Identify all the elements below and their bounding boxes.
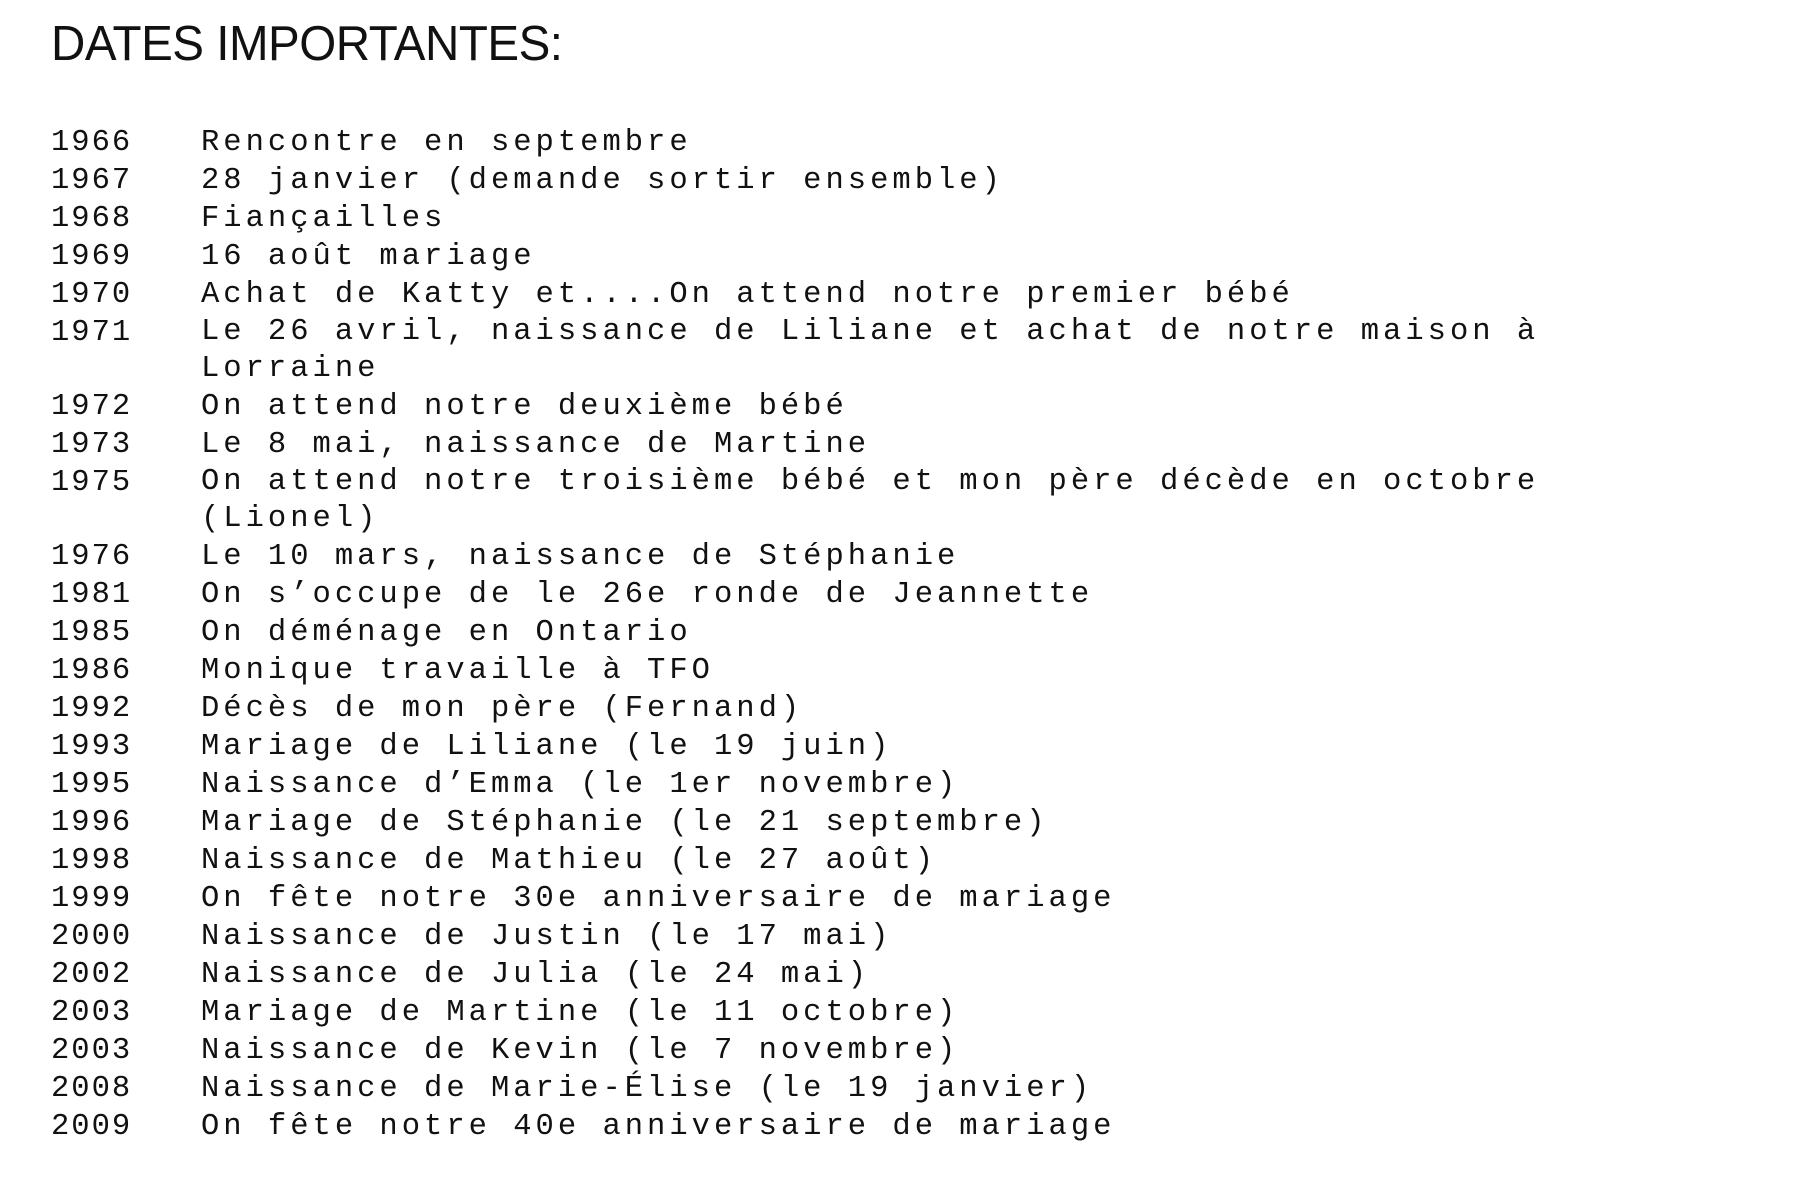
- timeline-entry: [51, 162, 1771, 200]
- entry-year: 1992: [51, 692, 133, 726]
- timeline-entry: [51, 766, 1771, 804]
- entry-event: Rencontre en septembre: [201, 126, 692, 160]
- entry-event: On déménage en Ontario: [201, 616, 692, 650]
- entry-year: 1970: [51, 278, 133, 312]
- entry-event: 28 janvier (demande sortir ensemble): [201, 164, 1004, 198]
- entry-event: Mariage de Liliane (le 19 juin): [201, 730, 893, 764]
- timeline-entry: [51, 464, 1771, 538]
- entry-year: 1975: [51, 466, 133, 500]
- entry-year: 2002: [51, 958, 133, 992]
- entry-year: 1986: [51, 654, 133, 688]
- entry-event: Naissance d’Emma (le 1er novembre): [201, 768, 960, 802]
- entry-event: On fête notre 40e anniversaire de mariage: [201, 1110, 1116, 1144]
- timeline-entry: [51, 994, 1771, 1032]
- entry-event: Achat de Katty et....On attend notre premier bébé: [201, 278, 1294, 312]
- entry-year: 1973: [51, 428, 133, 462]
- entry-event: On s’occupe de le 26e ronde de Jeannette: [201, 578, 1094, 612]
- timeline-entry: [51, 842, 1771, 880]
- entry-event: Naissance de Kevin (le 7 novembre): [201, 1034, 960, 1068]
- entry-year: 1972: [51, 390, 133, 424]
- timeline-entry: [51, 728, 1771, 766]
- timeline-entry: [51, 804, 1771, 842]
- entry-year: 1998: [51, 844, 133, 878]
- entry-event: Le 10 mars, naissance de Stéphanie: [201, 540, 960, 574]
- timeline-entry: [51, 576, 1771, 614]
- entry-year: 1985: [51, 616, 133, 650]
- entry-year: 2009: [51, 1110, 133, 1144]
- entry-event: On attend notre deuxième bébé: [201, 390, 848, 424]
- timeline-entry: [51, 880, 1771, 918]
- entry-event: On fête notre 30e anniversaire de mariage: [201, 882, 1116, 916]
- entry-year: 1967: [51, 164, 133, 198]
- entry-year: 2000: [51, 920, 133, 954]
- timeline-entry: [51, 1070, 1771, 1108]
- entry-event: Mariage de Martine (le 11 octobre): [201, 996, 960, 1030]
- timeline-entry: [51, 200, 1771, 238]
- entry-year: 1999: [51, 882, 133, 916]
- document-page: [51, 14, 1771, 1144]
- entry-event: Mariage de Stéphanie (le 21 septembre): [201, 806, 1049, 840]
- timeline-entry: [51, 276, 1771, 314]
- entry-event: Naissance de Marie-Élise (le 19 janvier): [201, 1072, 1094, 1106]
- entry-year: 2003: [51, 996, 133, 1030]
- entry-year: 1981: [51, 578, 133, 612]
- entry-year: 1993: [51, 730, 133, 764]
- entry-event: On attend notre troisième bébé et mon père décède en octobre (Lionel): [201, 465, 1540, 536]
- timeline-entry: [51, 956, 1771, 994]
- entry-event: Naissance de Julia (le 24 mai): [201, 958, 871, 992]
- entry-event: Naissance de Mathieu (le 27 août): [201, 844, 937, 878]
- entry-year: 1966: [51, 126, 133, 160]
- timeline-entry: [51, 388, 1771, 426]
- entry-event: Le 8 mai, naissance de Martine: [201, 428, 871, 462]
- timeline-entry: [51, 690, 1771, 728]
- timeline-entry: [51, 124, 1771, 162]
- page-title: DATES IMPORTANTES:: [51, 17, 563, 71]
- timeline-list: [51, 124, 1771, 1146]
- entry-year: 1969: [51, 240, 133, 274]
- entry-year: 1968: [51, 202, 133, 236]
- entry-event: Le 26 avril, naissance de Liliane et achat de notre maison à Lorraine: [201, 315, 1540, 386]
- entry-event: Fiançailles: [201, 202, 447, 236]
- entry-event: Naissance de Justin (le 17 mai): [201, 920, 893, 954]
- timeline-entry: [51, 538, 1771, 576]
- entry-year: 2003: [51, 1034, 133, 1068]
- entry-year: 1971: [51, 316, 133, 350]
- entry-year: 1976: [51, 540, 133, 574]
- entry-year: 1995: [51, 768, 133, 802]
- timeline-entry: [51, 652, 1771, 690]
- timeline-entry: [51, 1108, 1771, 1146]
- entry-event: 16 août mariage: [201, 240, 536, 274]
- timeline-entry: [51, 426, 1771, 464]
- timeline-entry: [51, 1032, 1771, 1070]
- entry-year: 2008: [51, 1072, 133, 1106]
- timeline-entry: [51, 918, 1771, 956]
- timeline-entry: [51, 614, 1771, 652]
- entry-event: Décès de mon père (Fernand): [201, 692, 804, 726]
- timeline-entry: [51, 314, 1771, 388]
- entry-year: 1996: [51, 806, 133, 840]
- timeline-entry: [51, 238, 1771, 276]
- entry-event: Monique travaille à TFO: [201, 654, 714, 688]
